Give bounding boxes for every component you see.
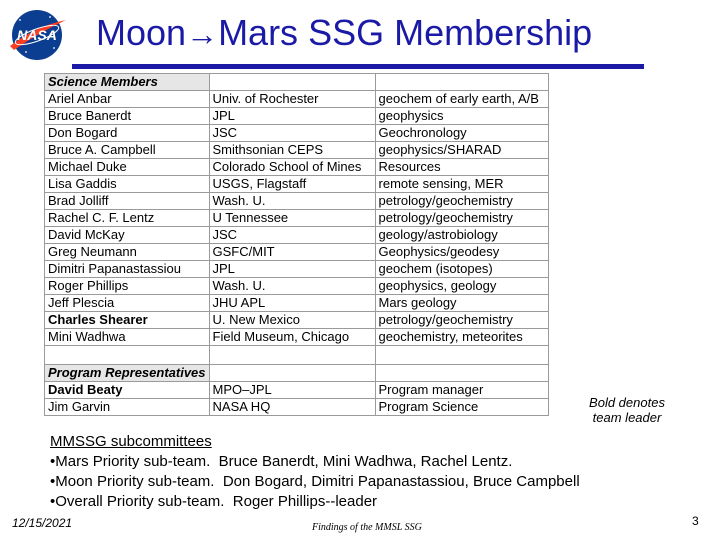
member-affiliation: USGS, Flagstaff <box>209 176 375 193</box>
member-name: Jeff Plescia <box>45 295 210 312</box>
member-affiliation: JSC <box>209 125 375 142</box>
member-name: Roger Phillips <box>45 278 210 295</box>
table-cell <box>375 365 548 382</box>
table-cell <box>209 365 375 382</box>
table-row <box>45 329 549 346</box>
table-cell <box>45 346 210 365</box>
member-expertise: petrology/geochemistry <box>375 312 548 329</box>
table-cell <box>375 74 548 91</box>
section-header-row <box>45 74 549 91</box>
member-expertise: remote sensing, MER <box>375 176 548 193</box>
table-row <box>45 312 549 329</box>
member-name: Mini Wadhwa <box>45 329 210 346</box>
subcommittee-members: Roger Phillips--leader <box>224 493 378 510</box>
page-number: 3 <box>692 514 699 528</box>
bold-note: Bold denotes team leader <box>589 395 665 425</box>
member-expertise: Program manager <box>375 382 548 399</box>
logo-text: NASA <box>17 27 57 43</box>
member-affiliation: GSFC/MIT <box>209 244 375 261</box>
table-row <box>45 382 549 399</box>
member-name: Michael Duke <box>45 159 210 176</box>
member-name: Bruce A. Campbell <box>45 142 210 159</box>
table-row <box>45 261 549 278</box>
member-affiliation: Wash. U. <box>209 278 375 295</box>
subcommittee-members: Don Bogard, Dimitri Papanastassiou, Bruce Campbell <box>214 473 580 490</box>
subcommittee-item <box>50 452 580 472</box>
table-row <box>45 399 549 416</box>
table-row <box>45 295 549 312</box>
member-name: Greg Neumann <box>45 244 210 261</box>
table-row <box>45 108 549 125</box>
table-row <box>45 142 549 159</box>
subcommittee-item <box>50 492 580 512</box>
table-row <box>45 210 549 227</box>
member-expertise: geochem of early earth, A/B <box>375 91 548 108</box>
member-affiliation: JHU APL <box>209 295 375 312</box>
title-right: Mars SSG Membership <box>218 12 593 53</box>
member-expertise: Mars geology <box>375 295 548 312</box>
member-name: Charles Shearer <box>45 312 210 329</box>
member-expertise: geochemistry, meteorites <box>375 329 548 346</box>
member-affiliation: NASA HQ <box>209 399 375 416</box>
table-row <box>45 193 549 210</box>
member-name: Ariel Anbar <box>45 91 210 108</box>
member-affiliation: JSC <box>209 227 375 244</box>
member-affiliation: U Tennessee <box>209 210 375 227</box>
membership-table <box>44 73 549 416</box>
member-expertise: geology/astrobiology <box>375 227 548 244</box>
title-left: Moon <box>96 12 187 53</box>
page-title <box>96 12 696 54</box>
member-expertise: petrology/geochemistry <box>375 193 548 210</box>
subcommittee-team: •Mars Priority sub-team. <box>50 453 211 470</box>
table-row <box>45 227 549 244</box>
member-affiliation: Colorado School of Mines <box>209 159 375 176</box>
member-affiliation: Smithsonian CEPS <box>209 142 375 159</box>
member-affiliation: Univ. of Rochester <box>209 91 375 108</box>
subcommittee-team: •Overall Priority sub-team. <box>50 493 225 510</box>
member-name: Don Bogard <box>45 125 210 142</box>
section-header: Program Representatives <box>45 365 210 382</box>
member-expertise: geophysics, geology <box>375 278 548 295</box>
table-cell <box>209 74 375 91</box>
member-affiliation: Wash. U. <box>209 193 375 210</box>
table-row <box>45 159 549 176</box>
subcommittee-team: •Moon Priority sub-team. <box>50 473 215 490</box>
member-expertise: geochem (isotopes) <box>375 261 548 278</box>
member-name: Bruce Banerdt <box>45 108 210 125</box>
member-affiliation: MPO–JPL <box>209 382 375 399</box>
member-expertise: geophysics/SHARAD <box>375 142 548 159</box>
table-row <box>45 125 549 142</box>
member-name: Rachel C. F. Lentz <box>45 210 210 227</box>
member-name: David Beaty <box>45 382 210 399</box>
subcommittees <box>50 432 580 512</box>
member-name: Jim Garvin <box>45 399 210 416</box>
member-expertise: Geochronology <box>375 125 548 142</box>
member-expertise: Geophysics/geodesy <box>375 244 548 261</box>
member-name: David McKay <box>45 227 210 244</box>
arrow-icon: → <box>186 16 219 52</box>
table-row <box>45 176 549 193</box>
table-row <box>45 91 549 108</box>
member-affiliation: Field Museum, Chicago <box>209 329 375 346</box>
table-cell <box>209 346 375 365</box>
member-name: Lisa Gaddis <box>45 176 210 193</box>
member-expertise: Resources <box>375 159 548 176</box>
subcommittees-title: MMSSG subcommittees <box>50 433 212 450</box>
section-header: Science Members <box>45 74 210 91</box>
title-divider <box>72 64 644 69</box>
table-row <box>45 278 549 295</box>
member-affiliation: U. New Mexico <box>209 312 375 329</box>
spacer-row <box>45 346 549 365</box>
member-name: Dimitri Papanastassiou <box>45 261 210 278</box>
member-name: Brad Jolliff <box>45 193 210 210</box>
member-expertise: petrology/geochemistry <box>375 210 548 227</box>
subcommittee-item <box>50 472 580 492</box>
table-cell <box>375 346 548 365</box>
member-expertise: geophysics <box>375 108 548 125</box>
member-affiliation: JPL <box>209 261 375 278</box>
member-affiliation: JPL <box>209 108 375 125</box>
subcommittee-members: Bruce Banerdt, Mini Wadhwa, Rachel Lentz. <box>210 453 513 470</box>
subcommittees-list <box>50 452 580 512</box>
nasa-logo <box>6 8 68 62</box>
table-row <box>45 244 549 261</box>
footer-source: Findings of the MMSL SSG <box>312 522 422 533</box>
membership-table-body <box>45 74 549 416</box>
footer-date: 12/15/2021 <box>12 516 73 530</box>
section-header-row <box>45 365 549 382</box>
member-expertise: Program Science <box>375 399 548 416</box>
